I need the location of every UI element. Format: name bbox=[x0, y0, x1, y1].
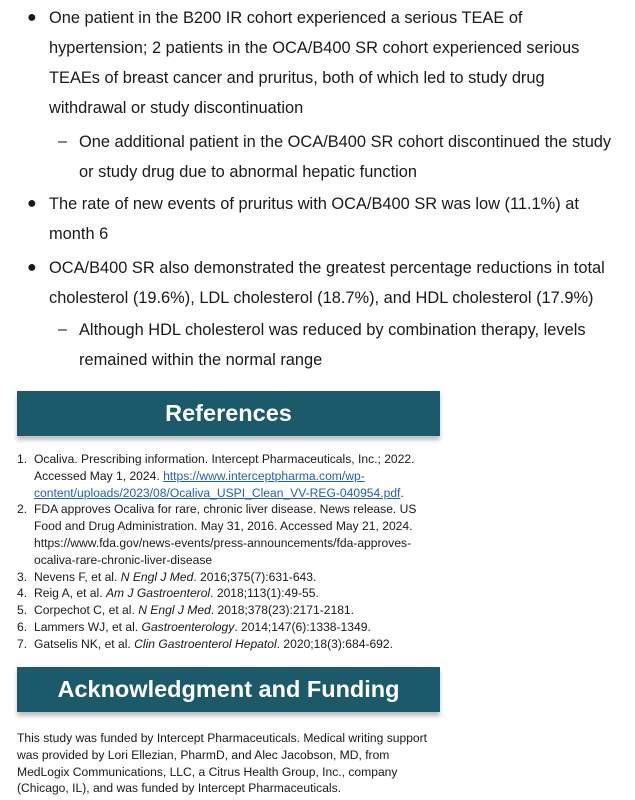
references-list bbox=[17, 451, 442, 653]
sub-bullet-marker: – bbox=[58, 321, 67, 338]
reference-text: Ocaliva. Prescribing information. Intercept Pharmaceuticals, Inc.; 2022. Accessed May 1, 2024. bbox=[34, 452, 415, 483]
reference-text: Reig A, et al. bbox=[34, 586, 106, 601]
reference-text-end: . 2016;375(7):631-643. bbox=[193, 569, 317, 584]
reference-item bbox=[17, 451, 442, 501]
acknowledgment-heading: Acknowledgment and Funding bbox=[17, 667, 440, 712]
reference-item bbox=[17, 619, 442, 636]
bullet-marker: ● bbox=[27, 9, 37, 26]
acknowledgment-text: This study was funded by Intercept Pharmaceuticals. Medical writing support was provided by Lori Ellezian, PharmD, and Alec Jacobson, MD, from MedLogix Communications, LLC, a Citrus Health Group, Inc., company (Chicago, IL), and was funded by Intercept Pharmaceuticals. bbox=[17, 731, 428, 796]
reference-journal: Gastroenterology bbox=[141, 619, 235, 634]
reference-text: Lammers WJ, et al. bbox=[34, 619, 142, 634]
reference-item bbox=[17, 602, 442, 619]
bullet-pruritus: The rate of new events of pruritus with OCA/B400 SR was low (11.1%) at month 6 bbox=[49, 195, 579, 243]
reference-number: 6. bbox=[17, 619, 28, 634]
reference-text-end: . 2018;113(1):49-55. bbox=[210, 586, 319, 601]
reference-journal: Am J Gastroenterol bbox=[105, 586, 211, 601]
reference-item bbox=[17, 569, 442, 586]
bullet-serious-teae: One patient in the B200 IR cohort experienced a serious TEAE of hypertension; 2 patients in the OCA/B400 SR cohort experienced serious TEAEs of breast cancer and pruritus, both of which led to study drug withdrawal or study discontinuation bbox=[49, 9, 580, 117]
reference-journal: N Engl J Med bbox=[120, 569, 194, 584]
reference-number: 1. bbox=[17, 452, 28, 466]
reference-number: 3. bbox=[17, 569, 28, 584]
reference-item bbox=[17, 585, 442, 602]
bullet-marker: ● bbox=[27, 259, 37, 276]
reference-number: 2. bbox=[17, 502, 28, 517]
reference-text-end: . 2014;147(6):1338-1349. bbox=[234, 619, 371, 634]
reference-text: FDA approves Ocaliva for rare, chronic liver disease. News release. US Food and Drug Administration. May 31, 2016. Accessed May 21, 2024. https://www.fda.gov/news-events/press-announcements/fda-approves-ocaliva-rare-chronic-liver-disease bbox=[34, 502, 417, 567]
reference-journal: Clin Gastroenterol Hepatol bbox=[134, 636, 277, 651]
reference-number: 7. bbox=[17, 636, 28, 651]
reference-text: Gatselis NK, et al. bbox=[34, 636, 135, 651]
reference-item bbox=[17, 501, 442, 568]
reference-text-end: . 2020;18(3):684-692. bbox=[276, 636, 393, 651]
bullet-marker: ● bbox=[27, 195, 37, 212]
reference-text: Corpechot C, et al. bbox=[34, 603, 139, 618]
reference-link[interactable]: https://www.interceptpharma.com/wp-content/uploads/2023/08/Ocaliva_USPI_Clean_VV-REG-040954.pdf bbox=[34, 468, 401, 500]
references-heading: References bbox=[17, 391, 440, 436]
reference-number: 4. bbox=[17, 586, 28, 601]
sub-bullet-marker: – bbox=[58, 133, 67, 150]
reference-text-end: . bbox=[400, 485, 404, 500]
reference-item bbox=[17, 636, 442, 653]
sub-bullet-hdl: Although HDL cholesterol was reduced by combination therapy, levels remained within the normal range bbox=[79, 321, 586, 369]
reference-text: Nevens F, et al. bbox=[34, 569, 121, 584]
reference-number: 5. bbox=[17, 603, 28, 618]
sub-bullet-hepatic: One additional patient in the OCA/B400 SR cohort discontinued the study or study drug due to abnormal hepatic function bbox=[79, 133, 612, 181]
reference-text-end: . 2018;378(23):2171-2181. bbox=[210, 603, 355, 618]
reference-journal: N Engl J Med bbox=[138, 603, 211, 618]
bullet-cholesterol: OCA/B400 SR also demonstrated the greatest percentage reductions in total cholesterol (19.6%), LDL cholesterol (18.7%), and HDL cholesterol (17.9%) bbox=[49, 259, 605, 307]
